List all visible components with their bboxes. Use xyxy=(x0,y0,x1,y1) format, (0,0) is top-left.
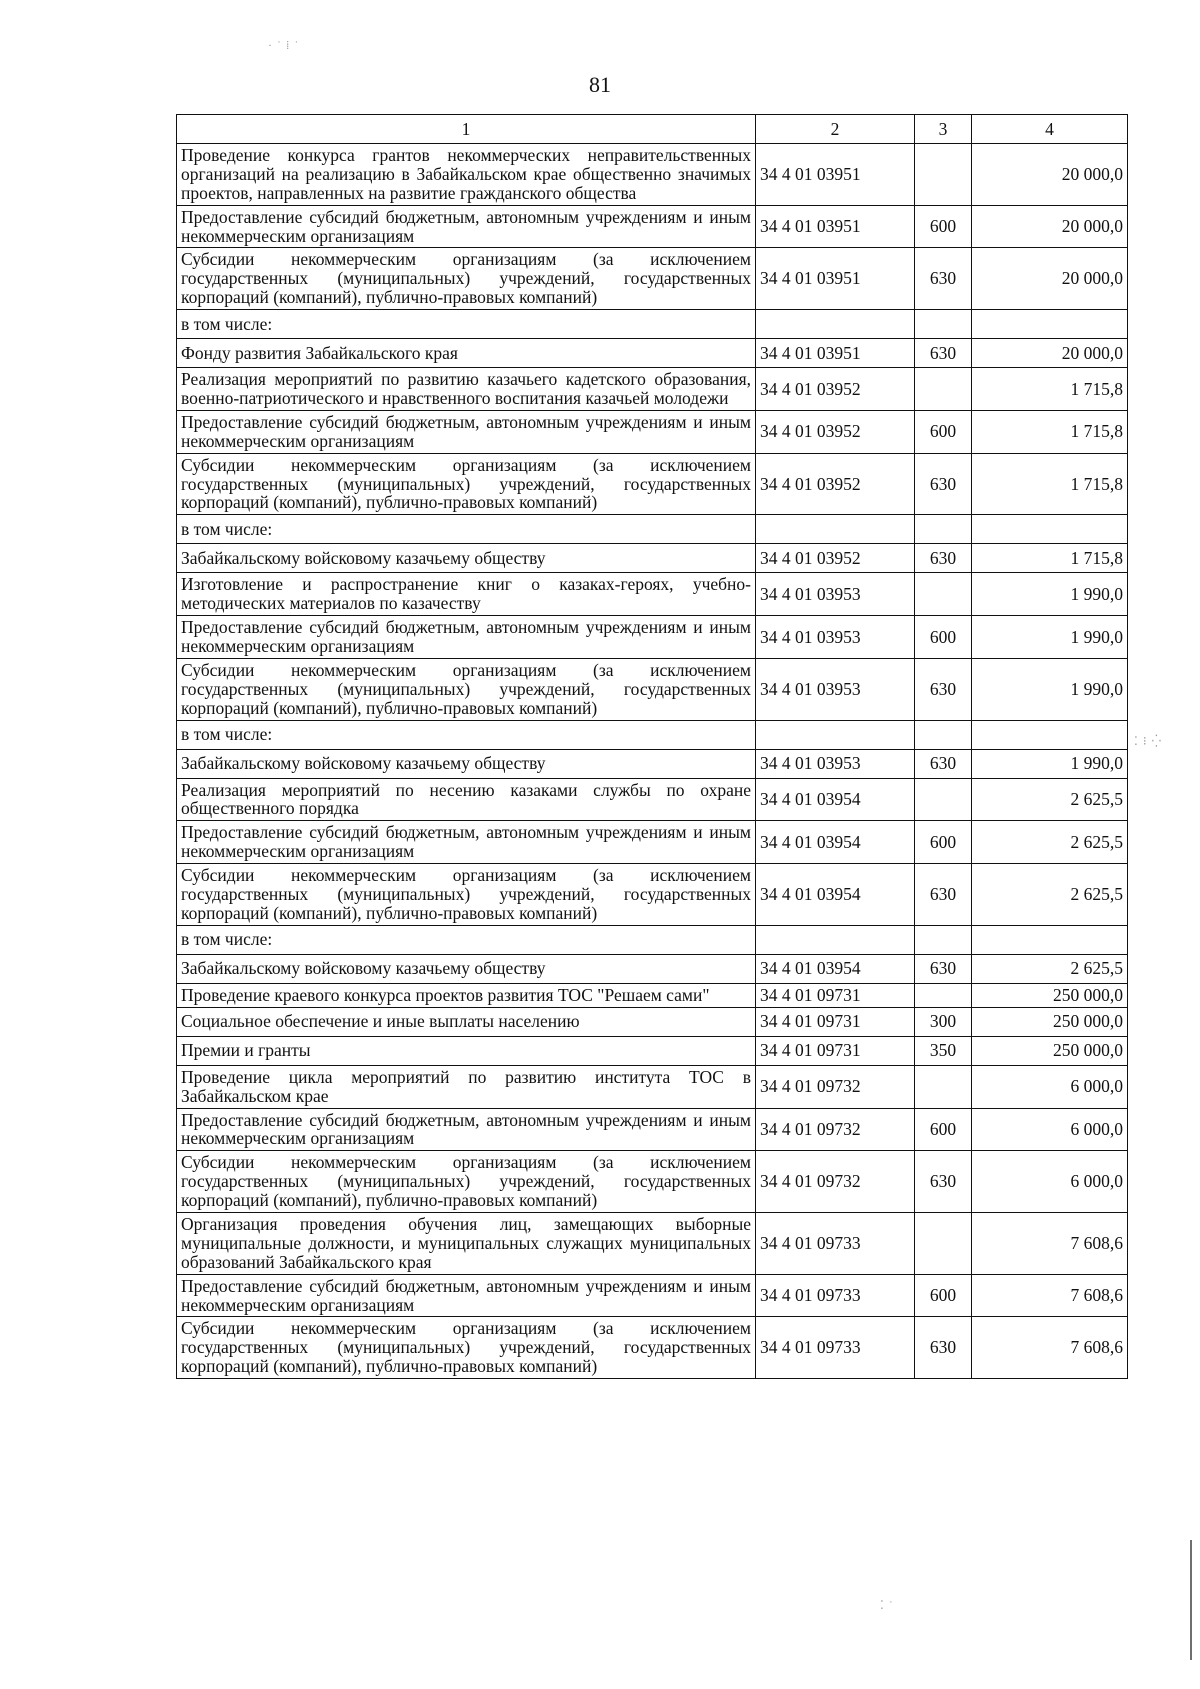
cell-code: 34 4 01 03954 xyxy=(756,821,915,864)
cell-name: Организация проведения обучения лиц, замещающих выборные муниципальные должности, и муниципальных служащих муниципальных образований Забайкальского края xyxy=(177,1212,756,1274)
cell-name: Предоставление субсидий бюджетным, автономным учреждениям и иным некоммерческим организациям xyxy=(177,821,756,864)
header-col-2: 2 xyxy=(756,115,915,144)
cell-sum: 6 000,0 xyxy=(972,1151,1128,1213)
cell-code: 34 4 01 09732 xyxy=(756,1108,915,1151)
cell-name: Реализация мероприятий по развитию казачьего кадетского образования, военно-патриотического и нравственного воспитания казачьей молодежи xyxy=(177,368,756,411)
table-row xyxy=(177,658,1128,720)
cell-name: Предоставление субсидий бюджетным, автономным учреждениям и иным некоммерческим организациям xyxy=(177,1274,756,1317)
table-row xyxy=(177,983,1128,1007)
cell-sum: 20 000,0 xyxy=(972,248,1128,310)
cell-code: 34 4 01 03953 xyxy=(756,658,915,720)
cell-type: 600 xyxy=(915,410,972,453)
table-row xyxy=(177,1065,1128,1108)
cell-sum xyxy=(972,720,1128,749)
cell-code: 34 4 01 03953 xyxy=(756,616,915,659)
cell-sum: 6 000,0 xyxy=(972,1108,1128,1151)
table-row xyxy=(177,616,1128,659)
cell-sum: 1 715,8 xyxy=(972,544,1128,573)
cell-sum xyxy=(972,925,1128,954)
cell-sum: 1 990,0 xyxy=(972,616,1128,659)
cell-name: Субсидии некоммерческим организациям (за исключением государственных (муниципальных) учреждений, государственных корпораций (компаний), публично-правовых компаний) xyxy=(177,864,756,926)
cell-name: Фонду развития Забайкальского края xyxy=(177,339,756,368)
cell-type: 630 xyxy=(915,658,972,720)
table-row xyxy=(177,925,1128,954)
cell-type: 630 xyxy=(915,749,972,778)
table-row xyxy=(177,778,1128,821)
cell-name: Предоставление субсидий бюджетным, автономным учреждениям и иным некоммерческим организациям xyxy=(177,205,756,248)
cell-type: 630 xyxy=(915,1151,972,1213)
cell-name: в том числе: xyxy=(177,720,756,749)
table-row xyxy=(177,248,1128,310)
cell-type xyxy=(915,310,972,339)
cell-sum: 250 000,0 xyxy=(972,983,1128,1007)
cell-type xyxy=(915,983,972,1007)
cell-type xyxy=(915,144,972,206)
cell-type xyxy=(915,368,972,411)
table-row xyxy=(177,205,1128,248)
cell-code: 34 4 01 03951 xyxy=(756,339,915,368)
cell-type: 630 xyxy=(915,339,972,368)
cell-code: 34 4 01 09732 xyxy=(756,1065,915,1108)
cell-sum: 7 608,6 xyxy=(972,1317,1128,1379)
cell-sum xyxy=(972,515,1128,544)
cell-code: 34 4 01 09733 xyxy=(756,1274,915,1317)
cell-sum: 1 990,0 xyxy=(972,658,1128,720)
cell-type: 600 xyxy=(915,205,972,248)
cell-sum: 20 000,0 xyxy=(972,205,1128,248)
cell-code: 34 4 01 09731 xyxy=(756,983,915,1007)
cell-name: Субсидии некоммерческим организациям (за исключением государственных (муниципальных) учреждений, государственных корпораций (компаний), публично-правовых компаний) xyxy=(177,1317,756,1379)
cell-code xyxy=(756,515,915,544)
cell-name: Забайкальскому войсковому казачьему обществу xyxy=(177,954,756,983)
scan-speck: ⁚ ˙ xyxy=(880,1598,894,1612)
cell-type: 630 xyxy=(915,544,972,573)
cell-type: 630 xyxy=(915,453,972,515)
cell-sum: 250 000,0 xyxy=(972,1007,1128,1036)
table-row xyxy=(177,368,1128,411)
cell-code: 34 4 01 03952 xyxy=(756,544,915,573)
cell-name: Субсидии некоммерческим организациям (за исключением государственных (муниципальных) учреждений, государственных корпораций (компаний), публично-правовых компаний) xyxy=(177,453,756,515)
cell-code: 34 4 01 03952 xyxy=(756,453,915,515)
cell-name: Проведение конкурса грантов некоммерческих неправительственных организаций на реализацию в Забайкальском крае общественно значимых проектов, направленных на развитие гражданского общества xyxy=(177,144,756,206)
cell-type: 600 xyxy=(915,1274,972,1317)
cell-sum: 250 000,0 xyxy=(972,1036,1128,1065)
cell-sum: 2 625,5 xyxy=(972,821,1128,864)
cell-sum: 7 608,6 xyxy=(972,1212,1128,1274)
header-row xyxy=(177,115,1128,144)
cell-type: 630 xyxy=(915,954,972,983)
table-row xyxy=(177,1007,1128,1036)
cell-name: Предоставление субсидий бюджетным, автономным учреждениям и иным некоммерческим организациям xyxy=(177,410,756,453)
table-row xyxy=(177,720,1128,749)
cell-code: 34 4 01 03954 xyxy=(756,778,915,821)
table-row xyxy=(177,1036,1128,1065)
cell-type xyxy=(915,778,972,821)
cell-sum: 2 625,5 xyxy=(972,864,1128,926)
cell-type xyxy=(915,515,972,544)
cell-code: 34 4 01 09731 xyxy=(756,1007,915,1036)
cell-type xyxy=(915,573,972,616)
table-row xyxy=(177,544,1128,573)
cell-sum: 2 625,5 xyxy=(972,954,1128,983)
cell-type: 630 xyxy=(915,1317,972,1379)
table-row xyxy=(177,1212,1128,1274)
cell-code xyxy=(756,310,915,339)
cell-name: Реализация мероприятий по несению казаками службы по охране общественного порядка xyxy=(177,778,756,821)
table-row xyxy=(177,749,1128,778)
cell-sum: 6 000,0 xyxy=(972,1065,1128,1108)
scan-edge-line xyxy=(1190,1540,1192,1660)
cell-name: Проведение цикла мероприятий по развитию института ТОС в Забайкальском крае xyxy=(177,1065,756,1108)
budget-table xyxy=(176,114,1128,1379)
cell-code: 34 4 01 03952 xyxy=(756,410,915,453)
cell-code: 34 4 01 03954 xyxy=(756,954,915,983)
cell-sum: 2 625,5 xyxy=(972,778,1128,821)
cell-type: 630 xyxy=(915,864,972,926)
cell-type: 300 xyxy=(915,1007,972,1036)
cell-name: Субсидии некоммерческим организациям (за исключением государственных (муниципальных) учреждений, государственных корпораций (компаний), публично-правовых компаний) xyxy=(177,1151,756,1213)
cell-code: 34 4 01 03954 xyxy=(756,864,915,926)
header-col-4: 4 xyxy=(972,115,1128,144)
table-row xyxy=(177,410,1128,453)
cell-name: Забайкальскому войсковому казачьему обществу xyxy=(177,544,756,573)
table-row xyxy=(177,453,1128,515)
table-row xyxy=(177,1151,1128,1213)
cell-code: 34 4 01 09733 xyxy=(756,1317,915,1379)
header-col-3: 3 xyxy=(915,115,972,144)
cell-code xyxy=(756,720,915,749)
cell-type: 350 xyxy=(915,1036,972,1065)
cell-name: Социальное обеспечение и иные выплаты населению xyxy=(177,1007,756,1036)
cell-sum xyxy=(972,310,1128,339)
cell-name: в том числе: xyxy=(177,515,756,544)
cell-name: Изготовление и распространение книг о казаках-героях, учебно-методических материалов по казачеству xyxy=(177,573,756,616)
cell-type: 600 xyxy=(915,1108,972,1151)
cell-code: 34 4 01 03951 xyxy=(756,248,915,310)
page-number: 81 xyxy=(589,72,611,97)
cell-name: Забайкальскому войсковому казачьему обществу xyxy=(177,749,756,778)
cell-code: 34 4 01 03952 xyxy=(756,368,915,411)
cell-code xyxy=(756,925,915,954)
cell-code: 34 4 01 09733 xyxy=(756,1212,915,1274)
table-row xyxy=(177,310,1128,339)
cell-type xyxy=(915,925,972,954)
cell-name: Предоставление субсидий бюджетным, автономным учреждениям и иным некоммерческим организациям xyxy=(177,616,756,659)
cell-sum: 1 990,0 xyxy=(972,749,1128,778)
cell-sum: 1 990,0 xyxy=(972,573,1128,616)
cell-code: 34 4 01 09731 xyxy=(756,1036,915,1065)
cell-code: 34 4 01 09732 xyxy=(756,1151,915,1213)
cell-type xyxy=(915,1065,972,1108)
table-row xyxy=(177,144,1128,206)
table-row xyxy=(177,573,1128,616)
cell-sum: 20 000,0 xyxy=(972,339,1128,368)
cell-sum: 1 715,8 xyxy=(972,410,1128,453)
cell-code: 34 4 01 03951 xyxy=(756,205,915,248)
cell-code: 34 4 01 03951 xyxy=(756,144,915,206)
table-body xyxy=(177,144,1128,1379)
cell-type xyxy=(915,720,972,749)
cell-code: 34 4 01 03953 xyxy=(756,749,915,778)
table-row xyxy=(177,954,1128,983)
cell-name: в том числе: xyxy=(177,925,756,954)
cell-type: 600 xyxy=(915,616,972,659)
cell-type: 600 xyxy=(915,821,972,864)
cell-sum: 1 715,8 xyxy=(972,453,1128,515)
table-row xyxy=(177,1108,1128,1151)
scan-speck: · ˙ ⁞ ˙ xyxy=(268,38,300,52)
table-row xyxy=(177,1317,1128,1379)
table-row xyxy=(177,1274,1128,1317)
table-row xyxy=(177,821,1128,864)
table-row xyxy=(177,515,1128,544)
scan-speck: ⁚ ⁝ ⁛ xyxy=(1134,734,1163,748)
cell-sum: 7 608,6 xyxy=(972,1274,1128,1317)
table-row xyxy=(177,864,1128,926)
header-col-1: 1 xyxy=(177,115,756,144)
cell-name: Проведение краевого конкурса проектов развития ТОС "Решаем сами" xyxy=(177,983,756,1007)
cell-name: в том числе: xyxy=(177,310,756,339)
cell-name: Премии и гранты xyxy=(177,1036,756,1065)
cell-type xyxy=(915,1212,972,1274)
table-row xyxy=(177,339,1128,368)
cell-type: 630 xyxy=(915,248,972,310)
cell-sum: 20 000,0 xyxy=(972,144,1128,206)
cell-name: Субсидии некоммерческим организациям (за исключением государственных (муниципальных) учреждений, государственных корпораций (компаний), публично-правовых компаний) xyxy=(177,658,756,720)
cell-code: 34 4 01 03953 xyxy=(756,573,915,616)
cell-name: Предоставление субсидий бюджетным, автономным учреждениям и иным некоммерческим организациям xyxy=(177,1108,756,1151)
cell-sum: 1 715,8 xyxy=(972,368,1128,411)
cell-name: Субсидии некоммерческим организациям (за исключением государственных (муниципальных) учреждений, государственных корпораций (компаний), публично-правовых компаний) xyxy=(177,248,756,310)
